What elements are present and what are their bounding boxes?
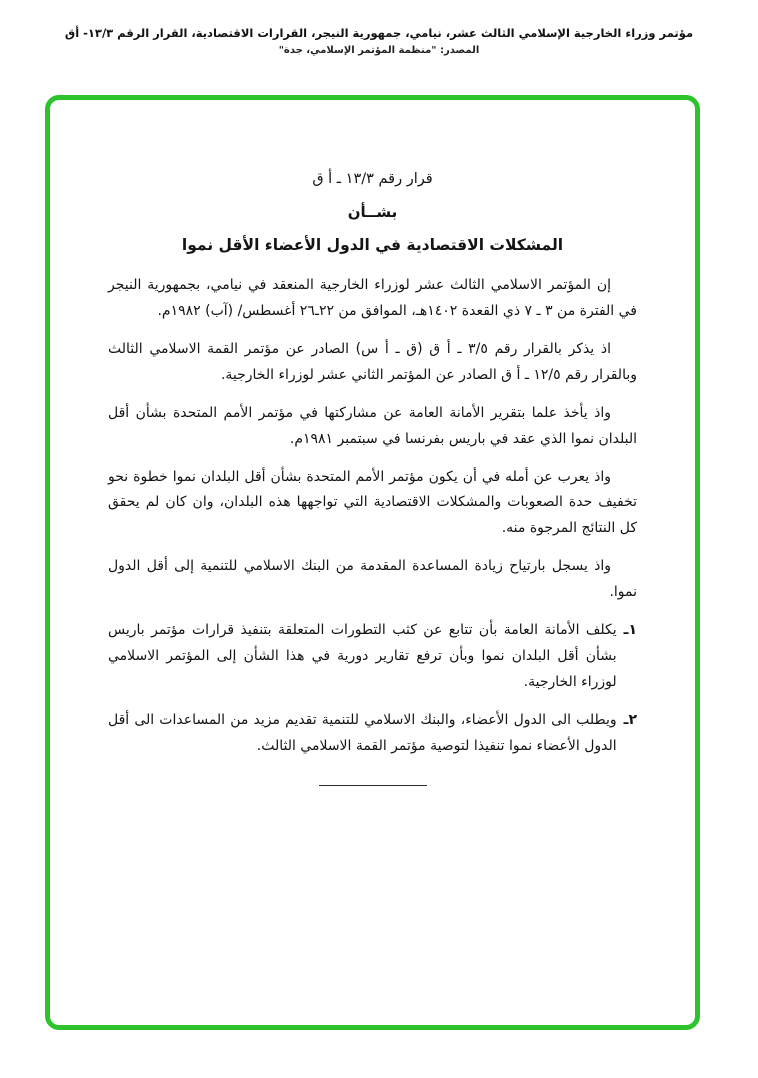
noting-with-satisfaction-paragraph: واذ يسجل بارتياح زيادة المساعدة المقدمة من البنك الاسلامي للتنمية إلى أقل الدول نموا. — [108, 558, 637, 601]
resolution-number-title: قرار رقم ١٣/٣ ـ أ ق — [312, 171, 433, 187]
header-source-line: المصدر: "منظمة المؤتمر الإسلامي، جدة" — [278, 45, 480, 56]
operative-item-2 — [108, 708, 637, 760]
regarding-title: بشــأن — [347, 202, 398, 221]
subject-title: المشكلات الاقتصادية في الدول الأعضاء الأقل نموا — [181, 235, 564, 254]
taking-note-paragraph: واذ يأخذ علما بتقرير الأمانة العامة عن مشاركتها في مؤتمر الأمم المتحدة بشأن أقل البلدان نموا الذي عقد في باريس بفرنسا في سبتمبر ١٩٨١م. — [108, 404, 637, 447]
end-divider-rule — [319, 785, 427, 786]
document-header — [0, 0, 758, 56]
green-border-frame — [45, 95, 700, 1030]
header-citation-line: مؤتمر وزراء الخارجية الإسلامي الثالث عشر، نيامي، جمهورية النيجر، القرارات الاقتصادية، القرار الرقم ١٣/٣- أق — [64, 26, 694, 40]
expressing-hope-paragraph: واذ يعرب عن أمله في أن يكون مؤتمر الأمم المتحدة بشأن أقل البلدان نموا خطوة نحو تخفيف حدة الصعوبات والمشكلات الاقتصادية التي تواجهها هذه البلدان، وان كان لم يحقق كل النتائج المرجوة منه. — [108, 468, 637, 537]
item-number: ١ـ — [623, 622, 637, 639]
operative-item-1 — [108, 618, 637, 696]
recalling-paragraph: اذ يذكر بالقرار رقم ٣/٥ ـ أ ق (ق ـ أ س) الصادر عن مؤتمر القمة الاسلامي الثالث وبالقرار رقم ١٢/٥ ـ أ ق الصادر عن المؤتمر الثاني عشر لوزراء الخارجية. — [108, 341, 637, 383]
document-body — [50, 100, 695, 786]
item-number: ٢ـ — [623, 711, 637, 728]
item-text: يكلف الأمانة العامة بأن تتابع عن كثب التطورات المتعلقة بتنفيذ قرارات مؤتمر باريس بشأن أقل البلدان نموا وبأن ترفع تقارير دورية في هذا الشأن إلى المؤتمر الاسلامي لوزراء الخارجية. — [108, 622, 617, 690]
item-text: ويطلب الى الدول الأعضاء، والبنك الاسلامي للتنمية تقديم مزيد من المساعدات الى أقل الدول الأعضاء نموا تنفيذا لتوصية مؤتمر القمة الاسلامي الثالث. — [108, 711, 617, 754]
preamble-paragraph: إن المؤتمر الاسلامي الثالث عشر لوزراء الخارجية المنعقد في نيامي، بجمهورية النيجر في الفترة من ٣ ـ ٧ ذي القعدة ١٤٠٢هـ، الموافق من ٢٢ـ٢٦ أغسطس/ (آب) ١٩٨٢م. — [108, 277, 637, 320]
